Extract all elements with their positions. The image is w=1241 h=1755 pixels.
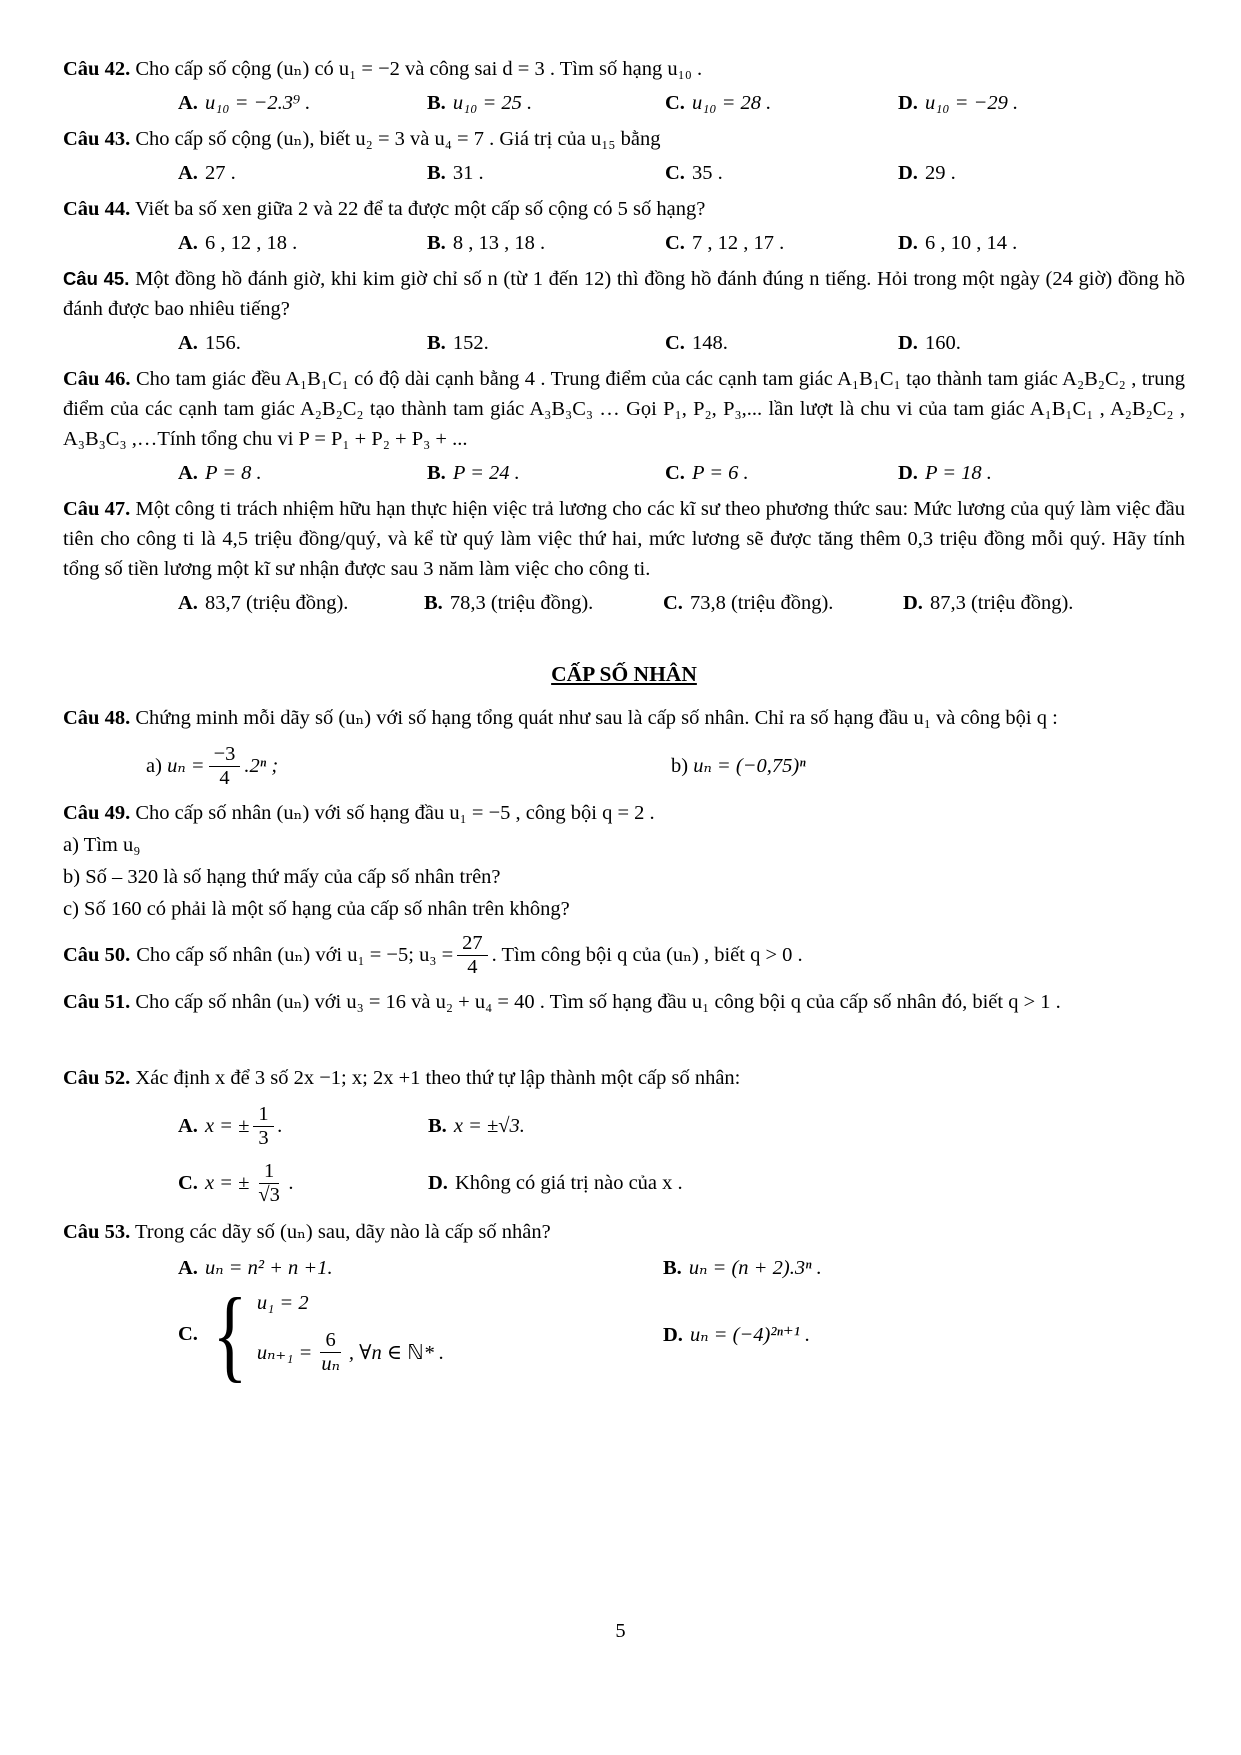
question-52 bbox=[63, 1063, 1185, 1207]
question-body: Một đồng hồ đánh giờ, khi kim giờ chỉ số n (từ 1 đến 12) thì đồng hồ đánh đúng n tiếng. Hỏi trong một ngày (24 giờ) đồng hồ đánh được bao nhiêu tiếng? bbox=[63, 268, 1186, 320]
subitem-label: a) bbox=[146, 755, 162, 778]
option-label: D. bbox=[903, 592, 923, 614]
options-row bbox=[178, 88, 1185, 118]
option-b bbox=[663, 1255, 1185, 1280]
options-row bbox=[178, 328, 1185, 358]
question-label: Câu 46. bbox=[63, 368, 131, 390]
option-lead: x = ± bbox=[204, 1171, 250, 1194]
question-text bbox=[63, 264, 1185, 324]
question-50 bbox=[63, 932, 1185, 979]
option-value: 73,8 (triệu đồng). bbox=[689, 592, 834, 614]
section-heading-text: CẤP SỐ NHÂN bbox=[551, 662, 697, 686]
option-c bbox=[663, 588, 903, 618]
fraction bbox=[316, 1329, 345, 1376]
question-label: Câu 52. bbox=[63, 1066, 131, 1089]
fraction bbox=[253, 1103, 273, 1150]
subitem-a bbox=[146, 743, 671, 790]
options-row bbox=[178, 1255, 1185, 1280]
question-label: Câu 47. bbox=[63, 498, 131, 520]
option-value: Không có giá trị nào của x . bbox=[454, 1171, 683, 1194]
option-value: 83,7 (triệu đồng). bbox=[204, 592, 349, 614]
question-body: Cho cấp số cộng (uₙ) có u₁ = −2 và công sai d = 3 . Tìm số hạng u₁₀ . bbox=[135, 58, 703, 80]
option-d bbox=[903, 588, 1185, 618]
case-line-2 bbox=[257, 1329, 444, 1376]
question-text bbox=[63, 364, 1185, 454]
subitem-label: b) bbox=[671, 755, 689, 778]
option-d bbox=[428, 1172, 1185, 1195]
option-label: C. bbox=[665, 462, 685, 484]
question-text bbox=[63, 798, 1185, 828]
question-text bbox=[63, 54, 1185, 84]
fraction-numerator: 27 bbox=[457, 932, 488, 956]
option-c bbox=[178, 1276, 663, 1392]
options-row bbox=[178, 588, 1185, 618]
fraction-numerator: −3 bbox=[209, 743, 241, 767]
option-d bbox=[898, 458, 1185, 488]
option-label: A. bbox=[178, 1256, 198, 1279]
option-d bbox=[898, 228, 1185, 258]
option-a bbox=[178, 158, 427, 188]
question-body: Xác định x để 3 số 2x −1; x; 2x +1 theo thứ tự lập thành một cấp số nhân: bbox=[135, 1066, 741, 1089]
option-value: P = 24 . bbox=[452, 462, 520, 484]
option-label: C. bbox=[665, 232, 685, 254]
option-tail: . bbox=[288, 1171, 295, 1194]
question-45 bbox=[63, 264, 1185, 358]
formula-tail: , ∀n ∈ ℕ* . bbox=[348, 1342, 445, 1365]
option-label: B. bbox=[427, 332, 446, 354]
option-b bbox=[424, 588, 663, 618]
option-value: P = 6 . bbox=[691, 462, 749, 484]
question-48 bbox=[63, 703, 1185, 790]
option-c bbox=[665, 458, 898, 488]
option-label: A. bbox=[178, 162, 198, 184]
question-42 bbox=[63, 54, 1185, 118]
question-label: Câu 49. bbox=[63, 801, 131, 824]
question-body: Viết ba số xen giữa 2 và 22 để ta được một cấp số cộng có 5 số hạng? bbox=[134, 198, 706, 220]
page-number: 5 bbox=[615, 1620, 626, 1642]
option-value: u₁₀ = −2.3⁹ . bbox=[204, 92, 311, 114]
option-a bbox=[178, 588, 424, 618]
option-value: uₙ = n² + n +1. bbox=[204, 1256, 333, 1279]
option-label: C. bbox=[665, 162, 685, 184]
question-text bbox=[63, 1217, 1185, 1247]
option-b bbox=[427, 328, 665, 358]
option-label: B. bbox=[427, 92, 446, 114]
option-label: A. bbox=[178, 592, 198, 614]
option-value: 87,3 (triệu đồng). bbox=[929, 592, 1074, 614]
question-body-lead: Cho cấp số nhân (uₙ) với u₁ = −5; u₃ = bbox=[136, 944, 454, 967]
option-value: uₙ = (n + 2).3ⁿ . bbox=[688, 1256, 822, 1279]
question-label: Câu 45. bbox=[63, 268, 130, 289]
option-value: 31 . bbox=[452, 162, 484, 184]
question-43 bbox=[63, 124, 1185, 188]
option-value: 7 , 12 , 17 . bbox=[691, 232, 785, 254]
fraction-numerator: 6 bbox=[320, 1329, 340, 1353]
question-53 bbox=[63, 1217, 1185, 1392]
option-label: D. bbox=[428, 1171, 448, 1194]
option-value: 152. bbox=[452, 332, 489, 354]
option-value: 156. bbox=[204, 332, 241, 354]
question-label: Câu 53. bbox=[63, 1220, 131, 1243]
question-text bbox=[63, 124, 1185, 154]
option-a bbox=[178, 458, 427, 488]
option-label: C. bbox=[178, 1322, 198, 1345]
option-d bbox=[898, 88, 1185, 118]
fraction-denominator: 4 bbox=[467, 955, 478, 978]
option-label: A. bbox=[178, 462, 198, 484]
options-row bbox=[178, 1160, 1185, 1207]
option-tail: . bbox=[277, 1114, 283, 1137]
system-of-equations bbox=[257, 1292, 444, 1376]
option-label: A. bbox=[178, 332, 198, 354]
option-label: D. bbox=[898, 92, 918, 114]
option-label: B. bbox=[427, 162, 446, 184]
fraction bbox=[253, 1160, 285, 1207]
option-value: 29 . bbox=[924, 162, 956, 184]
question-body: Một công ti trách nhiệm hữu hạn thực hiện việc trả lương cho các kĩ sư theo phương thức sau: Mức lương của quý làm việc đầu tiên cho công ti là 4,5 triệu đồng/quý, và kể từ quý làm việc thứ hai, mức lương sẽ được tăng thêm 0,3 triệu đồng mỗi quý. Hãy tính tổng số tiền lương một kĩ sư nhận được sau 3 năm làm việc cho công ti. bbox=[63, 498, 1186, 580]
option-lead: x = ± bbox=[204, 1114, 250, 1137]
question-body: Cho cấp số nhân (uₙ) với u₃ = 16 và u₂ + u₄ = 40 . Tìm số hạng đầu u₁ công bội q của cấp số nhân đó, biết q > 1 . bbox=[135, 990, 1061, 1013]
option-value: 160. bbox=[924, 332, 961, 354]
option-value: 8 , 13 , 18 . bbox=[452, 232, 546, 254]
fraction-denominator: √3 bbox=[258, 1183, 280, 1206]
question-text bbox=[63, 494, 1185, 584]
fraction-denominator: uₙ bbox=[321, 1353, 340, 1376]
option-value: P = 8 . bbox=[204, 462, 262, 484]
fraction-numerator: 1 bbox=[259, 1160, 279, 1184]
option-c bbox=[665, 228, 898, 258]
option-label: D. bbox=[898, 462, 918, 484]
option-value: 35 . bbox=[691, 162, 723, 184]
question-44 bbox=[63, 194, 1185, 258]
option-value: u₁₀ = −29 . bbox=[924, 92, 1019, 114]
option-label: D. bbox=[898, 332, 918, 354]
case-line-1: u₁ = 2 bbox=[256, 1292, 309, 1315]
option-label: A. bbox=[178, 232, 198, 254]
options-row bbox=[178, 158, 1185, 188]
options-row bbox=[178, 458, 1185, 488]
subquestion-a: a) Tìm u₉ bbox=[63, 833, 141, 856]
option-b bbox=[427, 88, 665, 118]
fraction bbox=[209, 743, 241, 790]
formula-lead: uₙ = bbox=[167, 755, 205, 778]
question-label: Câu 42. bbox=[63, 58, 131, 80]
question-text bbox=[63, 932, 1185, 979]
option-label: C. bbox=[665, 92, 685, 114]
option-c bbox=[665, 88, 898, 118]
question-body: Trong các dãy số (uₙ) sau, dãy nào là cấp số nhân? bbox=[134, 1220, 551, 1243]
option-a bbox=[178, 1103, 428, 1150]
question-body: Chứng minh mỗi dãy số (uₙ) với số hạng tổng quát như sau là cấp số nhân. Chỉ ra số hạng đầu u₁ và công bội q : bbox=[135, 707, 1058, 729]
question-body: Cho tam giác đều A₁B₁C₁ có độ dài cạnh bằng 4 . Trung điểm của các cạnh tam giác A₁B₁C₁ tạo thành tam giác A₂B₂C₂ , trung điểm của các cạnh tam giác A₂B₂C₂ tạo thành tam giác A₃B₃C₃ … Gọi P₁, P₂, P₃,... lần lượt là chu vi của tam giác A₁B₁C₁ , A₂B₂C₂ , A₃B₃C₃ ,…Tính tổng chu vi P = P₁ + P₂ + P₃ + ... bbox=[63, 368, 1186, 450]
option-value: P = 18 . bbox=[924, 462, 992, 484]
fraction bbox=[457, 932, 488, 979]
question-body: Cho cấp số nhân (uₙ) với số hạng đầu u₁ = −5 , công bội q = 2 . bbox=[135, 801, 655, 824]
option-value: u₁₀ = 25 . bbox=[452, 92, 533, 114]
option-a bbox=[178, 1255, 663, 1280]
option-value: u₁₀ = 28 . bbox=[691, 92, 772, 114]
option-label: B. bbox=[427, 462, 446, 484]
section-heading bbox=[63, 662, 1185, 687]
left-brace: { bbox=[212, 1276, 248, 1392]
option-label: C. bbox=[178, 1171, 198, 1194]
question-49 bbox=[63, 798, 1185, 924]
option-b bbox=[428, 1115, 1185, 1138]
option-label: B. bbox=[427, 232, 446, 254]
question-text bbox=[63, 194, 1185, 224]
question-text bbox=[63, 703, 1185, 733]
question-label: Câu 43. bbox=[63, 128, 131, 150]
option-d bbox=[898, 328, 1185, 358]
option-label: D. bbox=[663, 1323, 683, 1346]
formula-lead: uₙ₊₁ = bbox=[256, 1342, 313, 1365]
option-d bbox=[898, 158, 1185, 188]
option-b bbox=[427, 228, 665, 258]
question-46 bbox=[63, 364, 1185, 488]
subquestion-b: b) Số – 320 là số hạng thứ mấy của cấp số nhân trên? bbox=[63, 865, 501, 888]
question-body: Cho cấp số cộng (uₙ), biết u₂ = 3 và u₄ = 7 . Giá trị của u₁₅ bằng bbox=[135, 128, 661, 150]
option-label: C. bbox=[663, 592, 683, 614]
option-value: 148. bbox=[691, 332, 728, 354]
fraction-denominator: 4 bbox=[219, 766, 230, 789]
option-value: 27 . bbox=[204, 162, 236, 184]
fraction-denominator: 3 bbox=[258, 1126, 269, 1149]
formula: uₙ = (−0,75)ⁿ bbox=[693, 755, 806, 778]
option-a bbox=[178, 88, 427, 118]
option-label: A. bbox=[178, 92, 198, 114]
subitem-b bbox=[671, 751, 1185, 781]
question-label: Câu 51. bbox=[63, 990, 131, 1013]
option-a bbox=[178, 328, 427, 358]
subitems-row bbox=[146, 743, 1185, 790]
option-value: x = ±√3. bbox=[453, 1114, 525, 1137]
formula-tail: .2ⁿ ; bbox=[244, 755, 279, 778]
option-value: 6 , 12 , 18 . bbox=[204, 232, 298, 254]
question-47 bbox=[63, 494, 1185, 618]
option-label: B. bbox=[424, 592, 443, 614]
option-label: C. bbox=[665, 332, 685, 354]
subquestion-c: c) Số 160 có phải là một số hạng của cấp số nhân trên không? bbox=[63, 897, 570, 920]
option-value: uₙ = (−4)²ⁿ⁺¹ . bbox=[689, 1323, 811, 1346]
question-label: Câu 48. bbox=[63, 707, 131, 729]
question-body-tail: . Tìm công bội q của (uₙ) , biết q > 0 . bbox=[491, 944, 803, 967]
option-c bbox=[178, 1160, 428, 1207]
option-label: D. bbox=[898, 162, 918, 184]
option-d bbox=[663, 1322, 1185, 1347]
options-row bbox=[178, 1103, 1185, 1150]
question-label: Câu 50. bbox=[63, 944, 131, 967]
options-row bbox=[178, 228, 1185, 258]
fraction-numerator: 1 bbox=[253, 1103, 273, 1127]
option-label: B. bbox=[663, 1256, 682, 1279]
question-text bbox=[63, 987, 1185, 1017]
option-c bbox=[665, 328, 898, 358]
option-label: A. bbox=[178, 1114, 198, 1137]
question-label: Câu 44. bbox=[63, 198, 131, 220]
option-a bbox=[178, 228, 427, 258]
option-b bbox=[427, 458, 665, 488]
question-51 bbox=[63, 987, 1185, 1017]
option-label: D. bbox=[898, 232, 918, 254]
option-b bbox=[427, 158, 665, 188]
option-label: B. bbox=[428, 1114, 447, 1137]
option-c bbox=[665, 158, 898, 188]
options-row bbox=[178, 1276, 1185, 1392]
option-value: 6 , 10 , 14 . bbox=[924, 232, 1018, 254]
option-value: 78,3 (triệu đồng). bbox=[449, 592, 594, 614]
question-text bbox=[63, 1063, 1185, 1093]
